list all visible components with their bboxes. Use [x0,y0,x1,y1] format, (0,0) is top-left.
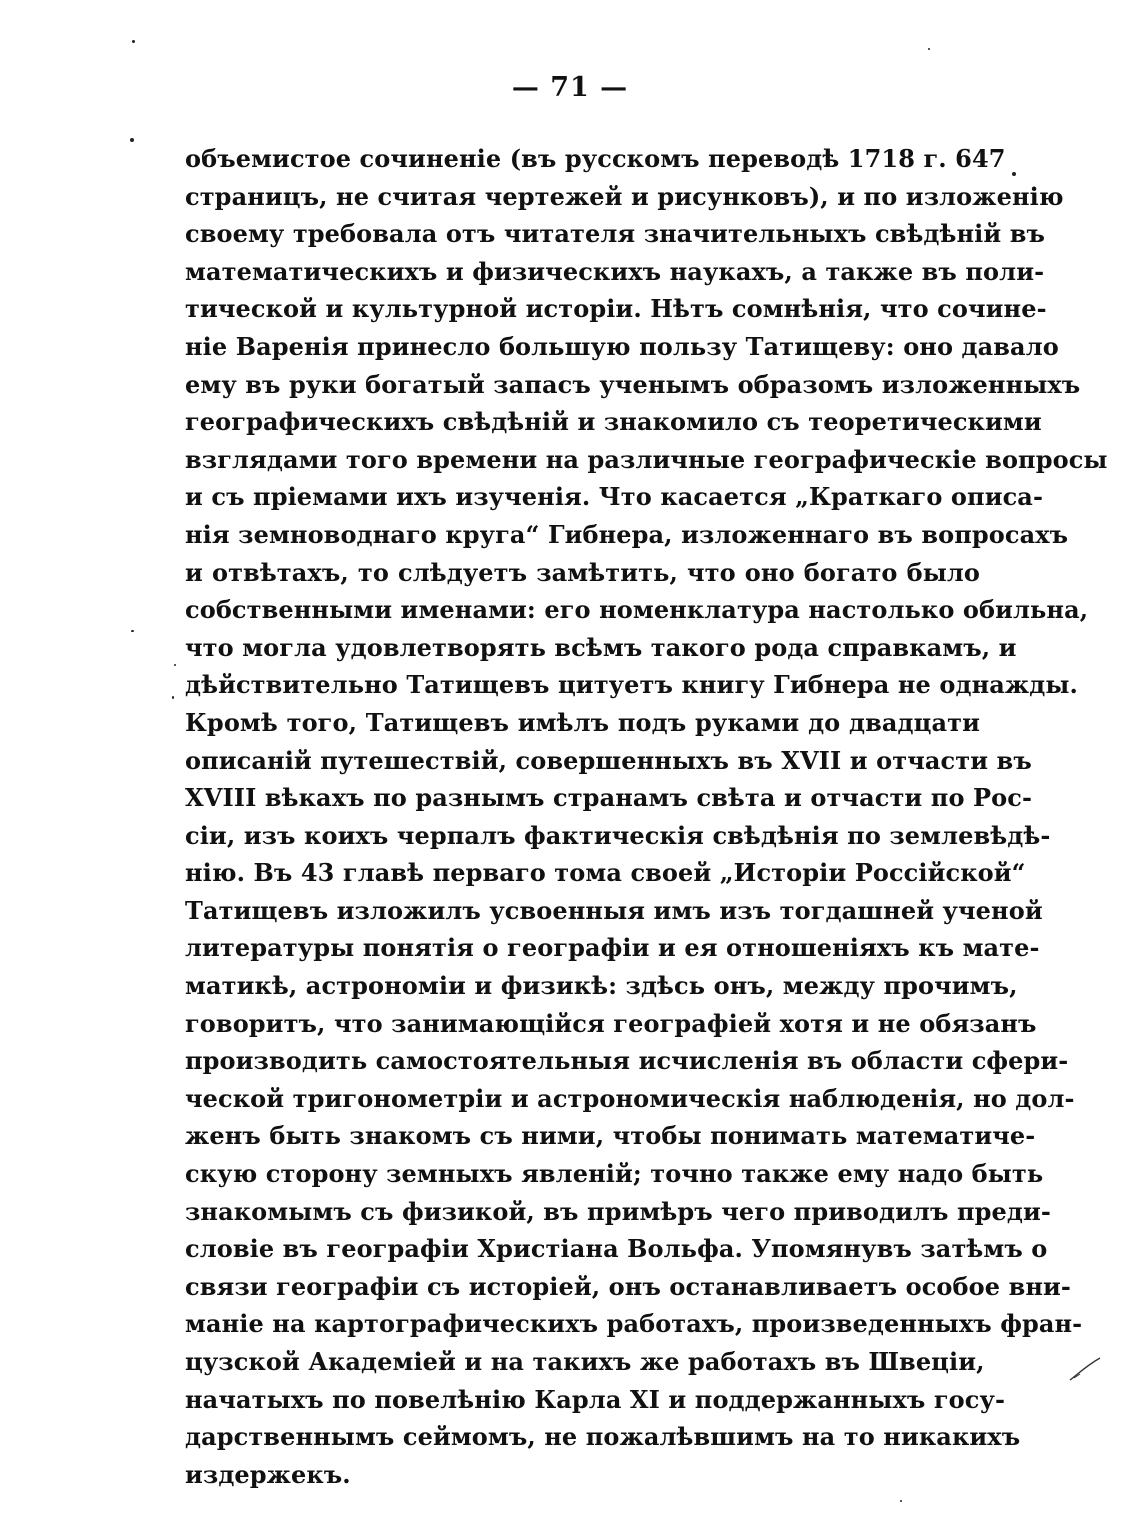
body-text [185,140,1108,1493]
text-line: женъ быть знакомъ съ ними, чтобы понимать математиче- [185,1121,1036,1151]
text-line: своему требовала отъ читателя значительныхъ свѣдѣній въ [185,219,1046,249]
text-line: объемистое сочиненіе (въ русскомъ переводѣ 1718 г. 647 [185,144,1006,173]
text-line: связи географіи съ исторіей, онъ останавливаетъ особое вни- [185,1271,1071,1301]
text-line: описаній путешествій, совершенныхъ въ XVII и отчасти въ [185,745,1032,775]
text-line: скую сторону земныхъ явленій; точно также ему надо быть [185,1159,1044,1189]
scan-speck [1012,172,1016,176]
text-line: математическихъ и физическихъ наукахъ, а также въ поли- [185,256,1045,286]
text-line: тической и культурной исторіи. Нѣтъ сомнѣнія, что сочине- [185,294,1047,324]
text-line: говоритъ, что занимающійся географіей хотя и не обязанъ [185,1008,1037,1038]
scan-speck [131,630,134,632]
text-line: Кромѣ того, Татищевъ имѣлъ подъ руками до двадцати [185,707,980,737]
text-line: собственными именами: его номенклатура настолько обильна, [185,595,1089,625]
text-line: что могла удовлетворять всѣмъ такого рода справкамъ, и [185,632,1017,662]
text-line-last: издержекъ. [185,1459,351,1489]
pencil-mark-icon [1068,1356,1102,1382]
page-number: — 71 — [511,72,629,103]
text-line: и отвѣтахъ, то слѣдуетъ замѣтить, что оно богато было [185,557,980,587]
text-line: знакомымъ съ физикой, въ примѣръ чего приводилъ преди- [185,1196,1051,1226]
text-line: дарственнымъ сеймомъ, не пожалѣвшимъ на то никакихъ [185,1422,1021,1452]
text-line: производить самостоятельныя исчисленія въ области сфери- [185,1046,1069,1076]
text-line: маніе на картографическихъ работахъ, произведенныхъ фран- [185,1309,1083,1339]
scan-speck [132,40,135,43]
scan-speck [172,696,174,699]
text-line: нію. Въ 43 главѣ перваго тома своей „Исторіи Россійской“ [185,858,1026,888]
scan-speck [900,1500,902,1502]
text-line: страницъ, не считая чертежей и рисунковъ), и по изложенію [185,181,1064,211]
text-line: ческой тригонометріи и астрономическія наблюденія, но дол- [185,1083,1075,1113]
text-line: дѣйствительно Татищевъ цитуетъ книгу Гибнера не однажды. [185,670,1078,700]
text-line: матикѣ, астрономіи и физикѣ: здѣсь онъ, между прочимъ, [185,971,1018,1001]
text-line: ему въ руки богатый запасъ ученымъ образомъ изложенныхъ [185,369,1081,399]
scan-speck [174,664,176,666]
text-line: литературы понятія о географіи и ея отношеніяхъ къ мате- [185,933,1040,963]
scan-speck [130,138,134,142]
scan-speck [928,48,930,50]
text-line: взглядами того времени на различные географическіе вопросы [185,444,1108,474]
text-line: цузской Академіей и на такихъ же работахъ въ Швеціи, [185,1347,985,1376]
text-line: и съ пріемами ихъ изученія. Что касается „Краткаго описа- [185,482,1044,512]
text-line: ніе Варенія принесло большую пользу Татищеву: оно давало [185,331,1059,361]
text-line: Татищевъ изложилъ усвоенныя имъ изъ тогдашней ученой [185,895,1043,925]
text-line: сіи, изъ коихъ черпалъ фактическія свѣдѣнія по землевѣдѣ- [185,820,1051,850]
text-line: нія земноводнаго круга“ Гибнера, изложеннаго въ вопросахъ [185,519,1069,549]
text-line: географическихъ свѣдѣній и знакомило съ теоретическими [185,407,1042,437]
text-line: словіе въ географіи Христіана Вольфа. Упомянувъ затѣмъ о [185,1234,1048,1264]
text-line: XVIII вѣкахъ по разнымъ странамъ свѣта и отчасти по Рос- [185,783,1033,813]
text-line: начатыхъ по повелѣнію Карла XI и поддержанныхъ госу- [185,1384,1006,1414]
